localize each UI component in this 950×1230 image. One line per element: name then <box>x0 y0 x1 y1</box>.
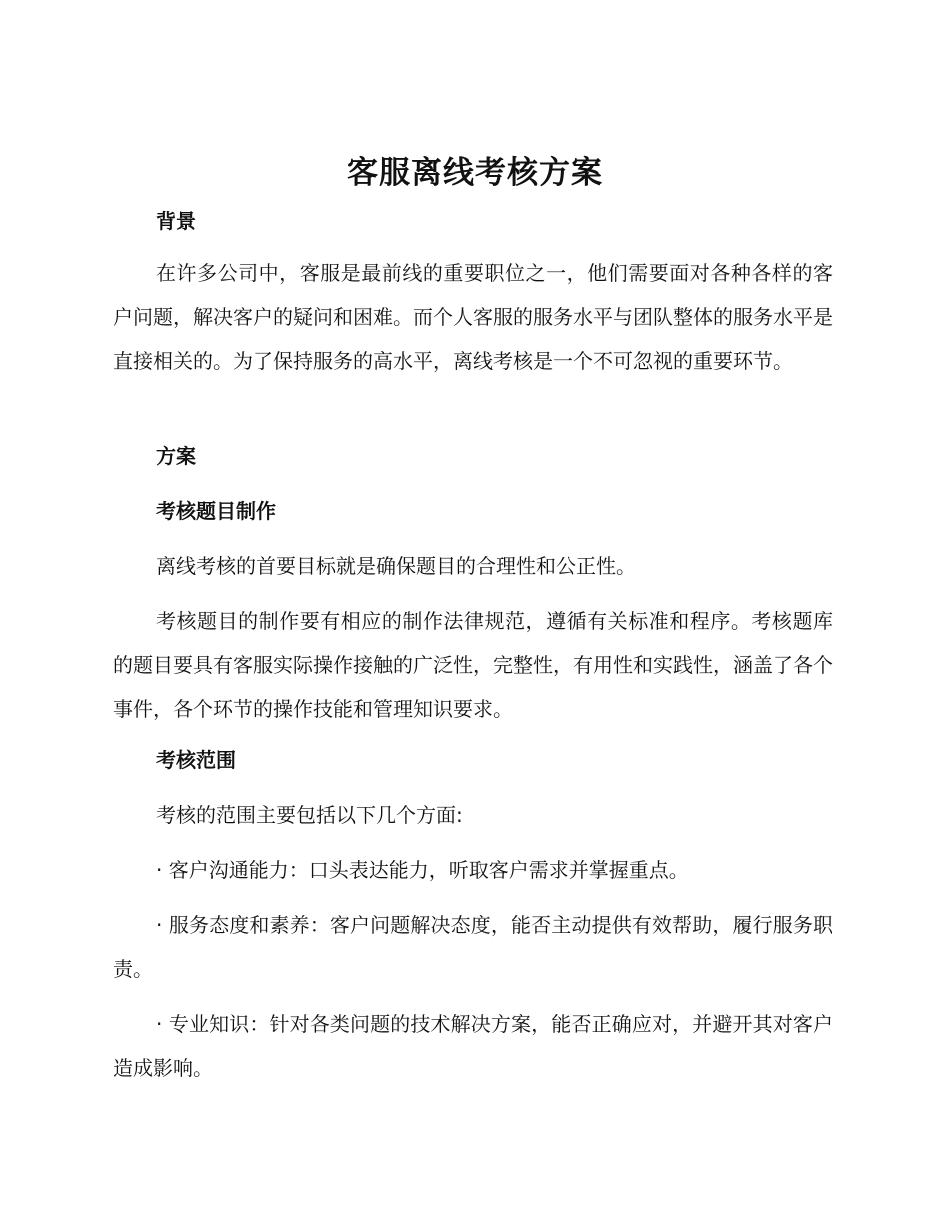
paragraph-question-rules: 考核题目的制作要有相应的制作法律规范，遵循有关标准和程序。考核题库的题目要具有客服实际操作接触的广泛性，完整性，有用性和实践性，涵盖了各个事件，各个环节的操作技能和管理知识要求。 <box>113 609 833 721</box>
paragraph-background: 在许多公司中，客服是最前线的重要职位之一，他们需要面对各种各样的客户问题，解决客户的疑问和困难。而个人客服的服务水平与团队整体的服务水平是直接相关的。为了保持服务的高水平，离线考核是一个不可忽视的重要环节。 <box>113 261 833 373</box>
heading-scope: 考核范围 <box>156 748 236 772</box>
heading-plan: 方案 <box>156 444 196 468</box>
paragraph-scope-intro: 考核的范围主要包括以下几个方面: <box>156 803 463 827</box>
heading-background: 背景 <box>156 209 196 233</box>
list-item-communication: · 客户沟通能力：口头表达能力，听取客户需求并掌握重点。 <box>156 858 689 882</box>
list-item-service-attitude: · 服务态度和素养：客户问题解决态度，能否主动提供有效帮助，履行服务职责。 <box>113 913 833 981</box>
document-title: 客服离线考核方案 <box>347 155 603 191</box>
paragraph-question-goal: 离线考核的首要目标就是确保题目的合理性和公正性。 <box>156 554 636 578</box>
heading-question-making: 考核题目制作 <box>156 499 276 523</box>
list-item-professional-knowledge: · 专业知识：针对各类问题的技术解决方案，能否正确应对，并避开其对客户造成影响。 <box>113 1012 833 1080</box>
